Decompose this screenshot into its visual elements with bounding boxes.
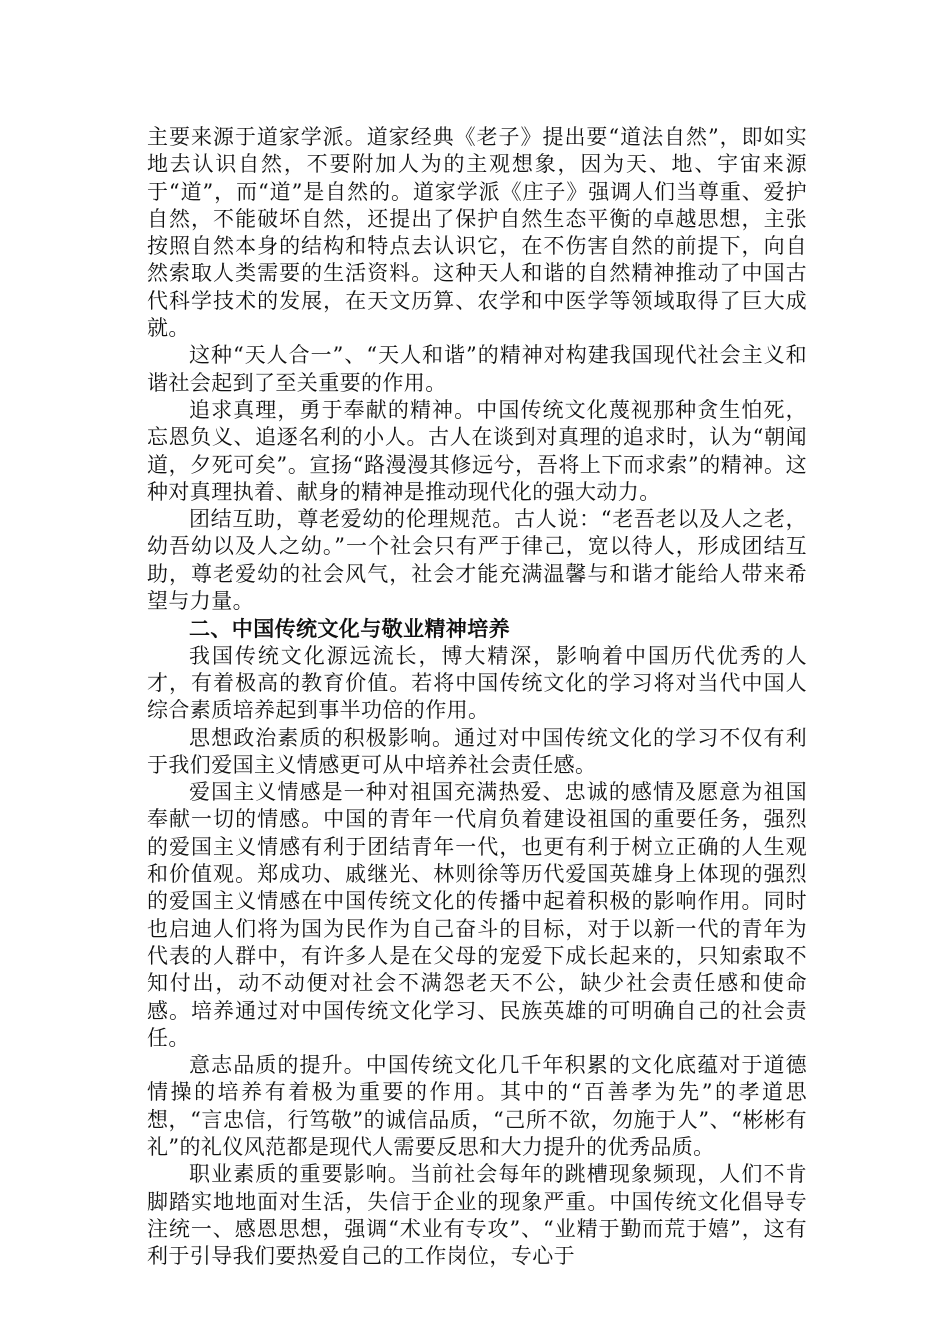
paragraph: 追求真理，勇于奉献的精神。中国传统文化蔑视那种贪生怕死，忘恩负义、追逐名利的小人。古人在谈到对真理的追求时，认为“朝闻道，夕死可矣”。宣扬“路漫漫其修远兮，吾将上下而求索”的精神。这种对真理执着、献身的精神是推动现代化的强大动力。: [147, 397, 807, 504]
paragraph: 思想政治素质的积极影响。通过对中国传统文化的学习不仅有利于我们爱国主义情感更可从中培养社会责任感。: [147, 725, 807, 777]
paragraph: 我国传统文化源远流长，博大精深，影响着中国历代优秀的人才，有着极高的教育价值。若将中国传统文化的学习将对当代中国人综合素质培养起到事半功倍的作用。: [147, 643, 807, 723]
paragraph: 这种“天人合一”、“天人和谐”的精神对构建我国现代社会主义和谐社会起到了至关重要的作用。: [147, 343, 807, 395]
paragraph: 爱国主义情感是一种对祖国充满热爱、忠诚的感情及愿意为祖国奉献一切的情感。中国的青年一代肩负着建设祖国的重要任务，强烈的爱国主义情感有利于团结青年一代，也更有利于树立正确的人生观和价值观。郑成功、戚继光、林则徐等历代爱国英雄身上体现的强烈的爱国主义情感在中国传统文化的传播中起着积极的影响作用。同时也启迪人们将为国为民作为自己奋斗的目标，对于以新一代的青年为代表的人群中，有许多人是在父母的宠爱下成长起来的，只知索取不知付出，动不动便对社会不满怨老天不公，缺少社会责任感和使命感。培养通过对中国传统文化学习、民族英雄的可明确自己的社会责任。: [147, 780, 807, 1050]
paragraph: 团结互助，尊老爱幼的伦理规范。古人说：“老吾老以及人之老，幼吾幼以及人之幼。”一个社会只有严于律己，宽以待人，形成团结互助，尊老爱幼的社会风气，社会才能充满温馨与和谐才能给人带来希望与力量。: [147, 507, 807, 614]
paragraph-continuation: 主要来源于道家学派。道家经典《老子》提出要“道法自然”，即如实地去认识自然，不要附加人为的主观想象，因为天、地、宇宙来源于“道”，而“道”是自然的。道家学派《庄子》强调人们当尊重、爱护自然，不能破坏自然，还提出了保护自然生态平衡的卓越思想，主张按照自然本身的结构和特点去认识它，在不伤害自然的前提下，向自然索取人类需要的生活资料。这种天人和谐的自然精神推动了中国古代科学技术的发展，在天文历算、农学和中医学等领域取得了巨大成就。: [147, 125, 807, 341]
paragraph: 职业素质的重要影响。当前社会每年的跳槽现象频现，人们不肯脚踏实地地面对生活，失信于企业的现象严重。中国传统文化倡导专注统一、感恩思想，强调“术业有专攻”、“业精于勤而荒于嬉”，这有利于引导我们要热爱自己的工作岗位，专心于: [147, 1162, 807, 1269]
document-page: [147, 124, 807, 1270]
paragraph: 意志品质的提升。中国传统文化几千年积累的文化底蕴对于道德情操的培养有着极为重要的作用。其中的“百善孝为先”的孝道思想，“言忠信，行笃敬”的诚信品质，“己所不欲，勿施于人”、“彬彬有礼”的礼仪风范都是现代人需要反思和大力提升的优秀品质。: [147, 1053, 807, 1159]
section-heading: 二、中国传统文化与敬业精神培养: [189, 616, 510, 642]
